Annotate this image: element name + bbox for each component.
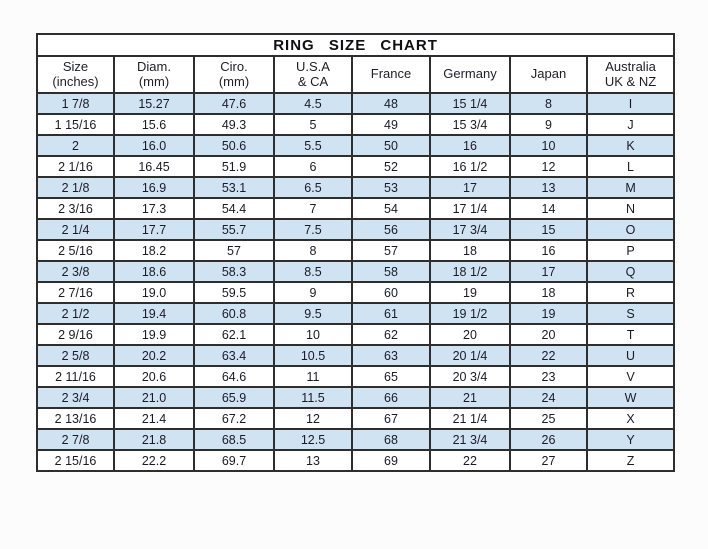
table-cell-ciro-mm: 47.6 bbox=[194, 93, 274, 114]
table-cell-diam-mm: 19.9 bbox=[114, 324, 194, 345]
table-cell-diam-mm: 16.45 bbox=[114, 156, 194, 177]
table-cell-australia-uk-nz: I bbox=[587, 93, 674, 114]
table-cell-japan: 24 bbox=[510, 387, 587, 408]
table-row bbox=[37, 387, 674, 408]
table-cell-germany: 17 bbox=[430, 177, 510, 198]
table-cell-france: 68 bbox=[352, 429, 430, 450]
table-cell-germany: 18 bbox=[430, 240, 510, 261]
table-cell-japan: 9 bbox=[510, 114, 587, 135]
table-cell-usa-ca: 10.5 bbox=[274, 345, 352, 366]
table-cell-japan: 14 bbox=[510, 198, 587, 219]
ring-size-chart-table bbox=[36, 33, 675, 472]
table-row bbox=[37, 135, 674, 156]
table-cell-france: 57 bbox=[352, 240, 430, 261]
header-row bbox=[37, 56, 674, 93]
table-cell-ciro-mm: 62.1 bbox=[194, 324, 274, 345]
table-cell-japan: 27 bbox=[510, 450, 587, 471]
table-cell-germany: 20 1/4 bbox=[430, 345, 510, 366]
table-row bbox=[37, 93, 674, 114]
table-cell-size-inches: 2 1/4 bbox=[37, 219, 114, 240]
table-cell-diam-mm: 21.0 bbox=[114, 387, 194, 408]
table-cell-size-inches: 1 7/8 bbox=[37, 93, 114, 114]
table-cell-germany: 21 3/4 bbox=[430, 429, 510, 450]
table-cell-ciro-mm: 60.8 bbox=[194, 303, 274, 324]
table-cell-france: 48 bbox=[352, 93, 430, 114]
table-cell-germany: 19 1/2 bbox=[430, 303, 510, 324]
table-cell-usa-ca: 13 bbox=[274, 450, 352, 471]
table-row bbox=[37, 324, 674, 345]
table-cell-australia-uk-nz: W bbox=[587, 387, 674, 408]
table-cell-australia-uk-nz: N bbox=[587, 198, 674, 219]
table-cell-size-inches: 2 7/8 bbox=[37, 429, 114, 450]
table-cell-japan: 8 bbox=[510, 93, 587, 114]
table-cell-japan: 10 bbox=[510, 135, 587, 156]
table-cell-ciro-mm: 59.5 bbox=[194, 282, 274, 303]
column-header-japan: Japan bbox=[510, 56, 587, 93]
table-cell-usa-ca: 9 bbox=[274, 282, 352, 303]
column-header-france: France bbox=[352, 56, 430, 93]
table-cell-france: 69 bbox=[352, 450, 430, 471]
table-cell-diam-mm: 16.9 bbox=[114, 177, 194, 198]
table-cell-germany: 21 bbox=[430, 387, 510, 408]
table-row bbox=[37, 303, 674, 324]
table-row bbox=[37, 282, 674, 303]
table-cell-germany: 20 3/4 bbox=[430, 366, 510, 387]
table-cell-australia-uk-nz: Q bbox=[587, 261, 674, 282]
table-cell-ciro-mm: 49.3 bbox=[194, 114, 274, 135]
table-cell-diam-mm: 22.2 bbox=[114, 450, 194, 471]
table-cell-diam-mm: 20.2 bbox=[114, 345, 194, 366]
table-cell-australia-uk-nz: M bbox=[587, 177, 674, 198]
table-row bbox=[37, 345, 674, 366]
table-cell-france: 63 bbox=[352, 345, 430, 366]
table-cell-usa-ca: 11 bbox=[274, 366, 352, 387]
table-cell-germany: 16 1/2 bbox=[430, 156, 510, 177]
table-cell-japan: 23 bbox=[510, 366, 587, 387]
table-cell-australia-uk-nz: S bbox=[587, 303, 674, 324]
table-row bbox=[37, 429, 674, 450]
table-cell-france: 56 bbox=[352, 219, 430, 240]
table-row bbox=[37, 450, 674, 471]
table-cell-germany: 21 1/4 bbox=[430, 408, 510, 429]
table-cell-size-inches: 2 3/4 bbox=[37, 387, 114, 408]
table-cell-australia-uk-nz: J bbox=[587, 114, 674, 135]
table-cell-diam-mm: 15.27 bbox=[114, 93, 194, 114]
table-cell-diam-mm: 21.4 bbox=[114, 408, 194, 429]
table-cell-france: 60 bbox=[352, 282, 430, 303]
table-cell-size-inches: 2 13/16 bbox=[37, 408, 114, 429]
table-cell-diam-mm: 17.3 bbox=[114, 198, 194, 219]
column-header-size-inches: Size (inches) bbox=[37, 56, 114, 93]
table-cell-germany: 17 3/4 bbox=[430, 219, 510, 240]
table-cell-usa-ca: 6.5 bbox=[274, 177, 352, 198]
table-cell-usa-ca: 12.5 bbox=[274, 429, 352, 450]
table-cell-usa-ca: 9.5 bbox=[274, 303, 352, 324]
table-row bbox=[37, 114, 674, 135]
title-row bbox=[37, 34, 674, 56]
table-row bbox=[37, 177, 674, 198]
table-cell-germany: 15 3/4 bbox=[430, 114, 510, 135]
table-cell-australia-uk-nz: O bbox=[587, 219, 674, 240]
table-cell-ciro-mm: 68.5 bbox=[194, 429, 274, 450]
table-cell-usa-ca: 10 bbox=[274, 324, 352, 345]
table-cell-size-inches: 2 15/16 bbox=[37, 450, 114, 471]
table-cell-germany: 15 1/4 bbox=[430, 93, 510, 114]
table-cell-ciro-mm: 67.2 bbox=[194, 408, 274, 429]
table-cell-japan: 15 bbox=[510, 219, 587, 240]
table-cell-usa-ca: 6 bbox=[274, 156, 352, 177]
table-cell-australia-uk-nz: L bbox=[587, 156, 674, 177]
table-cell-diam-mm: 18.6 bbox=[114, 261, 194, 282]
table-cell-ciro-mm: 57 bbox=[194, 240, 274, 261]
table-cell-japan: 13 bbox=[510, 177, 587, 198]
table-cell-japan: 22 bbox=[510, 345, 587, 366]
table-cell-australia-uk-nz: R bbox=[587, 282, 674, 303]
table-cell-usa-ca: 7.5 bbox=[274, 219, 352, 240]
table-cell-size-inches: 2 11/16 bbox=[37, 366, 114, 387]
table-cell-ciro-mm: 54.4 bbox=[194, 198, 274, 219]
table-cell-australia-uk-nz: U bbox=[587, 345, 674, 366]
table-cell-japan: 18 bbox=[510, 282, 587, 303]
table-cell-diam-mm: 15.6 bbox=[114, 114, 194, 135]
table-cell-japan: 19 bbox=[510, 303, 587, 324]
table-cell-france: 50 bbox=[352, 135, 430, 156]
table-cell-japan: 20 bbox=[510, 324, 587, 345]
table-cell-japan: 26 bbox=[510, 429, 587, 450]
table-cell-diam-mm: 20.6 bbox=[114, 366, 194, 387]
table-cell-france: 54 bbox=[352, 198, 430, 219]
table-cell-usa-ca: 8.5 bbox=[274, 261, 352, 282]
table-cell-france: 53 bbox=[352, 177, 430, 198]
table-cell-japan: 16 bbox=[510, 240, 587, 261]
table-cell-ciro-mm: 65.9 bbox=[194, 387, 274, 408]
table-cell-australia-uk-nz: X bbox=[587, 408, 674, 429]
table-cell-ciro-mm: 58.3 bbox=[194, 261, 274, 282]
table-cell-diam-mm: 16.0 bbox=[114, 135, 194, 156]
table-cell-japan: 12 bbox=[510, 156, 587, 177]
table-cell-size-inches: 1 15/16 bbox=[37, 114, 114, 135]
table-cell-japan: 17 bbox=[510, 261, 587, 282]
column-header-diam-mm: Diam. (mm) bbox=[114, 56, 194, 93]
table-cell-japan: 25 bbox=[510, 408, 587, 429]
table-cell-ciro-mm: 53.1 bbox=[194, 177, 274, 198]
table-cell-germany: 16 bbox=[430, 135, 510, 156]
column-header-usa-ca: U.S.A & CA bbox=[274, 56, 352, 93]
table-cell-australia-uk-nz: T bbox=[587, 324, 674, 345]
table-cell-size-inches: 2 5/8 bbox=[37, 345, 114, 366]
table-cell-australia-uk-nz: Y bbox=[587, 429, 674, 450]
table-cell-france: 62 bbox=[352, 324, 430, 345]
column-header-ciro-mm: Ciro. (mm) bbox=[194, 56, 274, 93]
table-cell-ciro-mm: 64.6 bbox=[194, 366, 274, 387]
table-cell-diam-mm: 18.2 bbox=[114, 240, 194, 261]
column-header-australia-uk-nz: Australia UK & NZ bbox=[587, 56, 674, 93]
table-cell-france: 58 bbox=[352, 261, 430, 282]
table-row bbox=[37, 240, 674, 261]
table-cell-france: 65 bbox=[352, 366, 430, 387]
table-cell-australia-uk-nz: V bbox=[587, 366, 674, 387]
table-cell-ciro-mm: 69.7 bbox=[194, 450, 274, 471]
table-cell-size-inches: 2 3/16 bbox=[37, 198, 114, 219]
table-cell-ciro-mm: 63.4 bbox=[194, 345, 274, 366]
table-cell-size-inches: 2 1/16 bbox=[37, 156, 114, 177]
table-row bbox=[37, 219, 674, 240]
table-cell-usa-ca: 5 bbox=[274, 114, 352, 135]
table-cell-germany: 22 bbox=[430, 450, 510, 471]
table-cell-usa-ca: 7 bbox=[274, 198, 352, 219]
table-cell-usa-ca: 12 bbox=[274, 408, 352, 429]
table-cell-germany: 19 bbox=[430, 282, 510, 303]
table-cell-size-inches: 2 bbox=[37, 135, 114, 156]
table-row bbox=[37, 198, 674, 219]
table-cell-size-inches: 2 1/8 bbox=[37, 177, 114, 198]
table-cell-size-inches: 2 1/2 bbox=[37, 303, 114, 324]
table-cell-australia-uk-nz: K bbox=[587, 135, 674, 156]
table-cell-usa-ca: 11.5 bbox=[274, 387, 352, 408]
chart-title: RING SIZE CHART bbox=[37, 34, 674, 56]
table-body bbox=[37, 93, 674, 471]
table-cell-usa-ca: 5.5 bbox=[274, 135, 352, 156]
table-cell-ciro-mm: 55.7 bbox=[194, 219, 274, 240]
table-cell-size-inches: 2 5/16 bbox=[37, 240, 114, 261]
table-cell-france: 52 bbox=[352, 156, 430, 177]
table-cell-size-inches: 2 7/16 bbox=[37, 282, 114, 303]
table-cell-france: 49 bbox=[352, 114, 430, 135]
table-cell-germany: 20 bbox=[430, 324, 510, 345]
table-cell-usa-ca: 4.5 bbox=[274, 93, 352, 114]
table-cell-diam-mm: 21.8 bbox=[114, 429, 194, 450]
table-cell-usa-ca: 8 bbox=[274, 240, 352, 261]
table-row bbox=[37, 366, 674, 387]
table-cell-germany: 17 1/4 bbox=[430, 198, 510, 219]
table-cell-diam-mm: 17.7 bbox=[114, 219, 194, 240]
table-cell-australia-uk-nz: Z bbox=[587, 450, 674, 471]
table-cell-diam-mm: 19.0 bbox=[114, 282, 194, 303]
table-cell-diam-mm: 19.4 bbox=[114, 303, 194, 324]
table-cell-ciro-mm: 50.6 bbox=[194, 135, 274, 156]
table-cell-france: 61 bbox=[352, 303, 430, 324]
table-row bbox=[37, 261, 674, 282]
column-header-germany: Germany bbox=[430, 56, 510, 93]
table-row bbox=[37, 408, 674, 429]
table-cell-france: 67 bbox=[352, 408, 430, 429]
table-cell-size-inches: 2 3/8 bbox=[37, 261, 114, 282]
table-cell-france: 66 bbox=[352, 387, 430, 408]
table-cell-germany: 18 1/2 bbox=[430, 261, 510, 282]
table-cell-ciro-mm: 51.9 bbox=[194, 156, 274, 177]
table-cell-size-inches: 2 9/16 bbox=[37, 324, 114, 345]
table-row bbox=[37, 156, 674, 177]
table-cell-australia-uk-nz: P bbox=[587, 240, 674, 261]
